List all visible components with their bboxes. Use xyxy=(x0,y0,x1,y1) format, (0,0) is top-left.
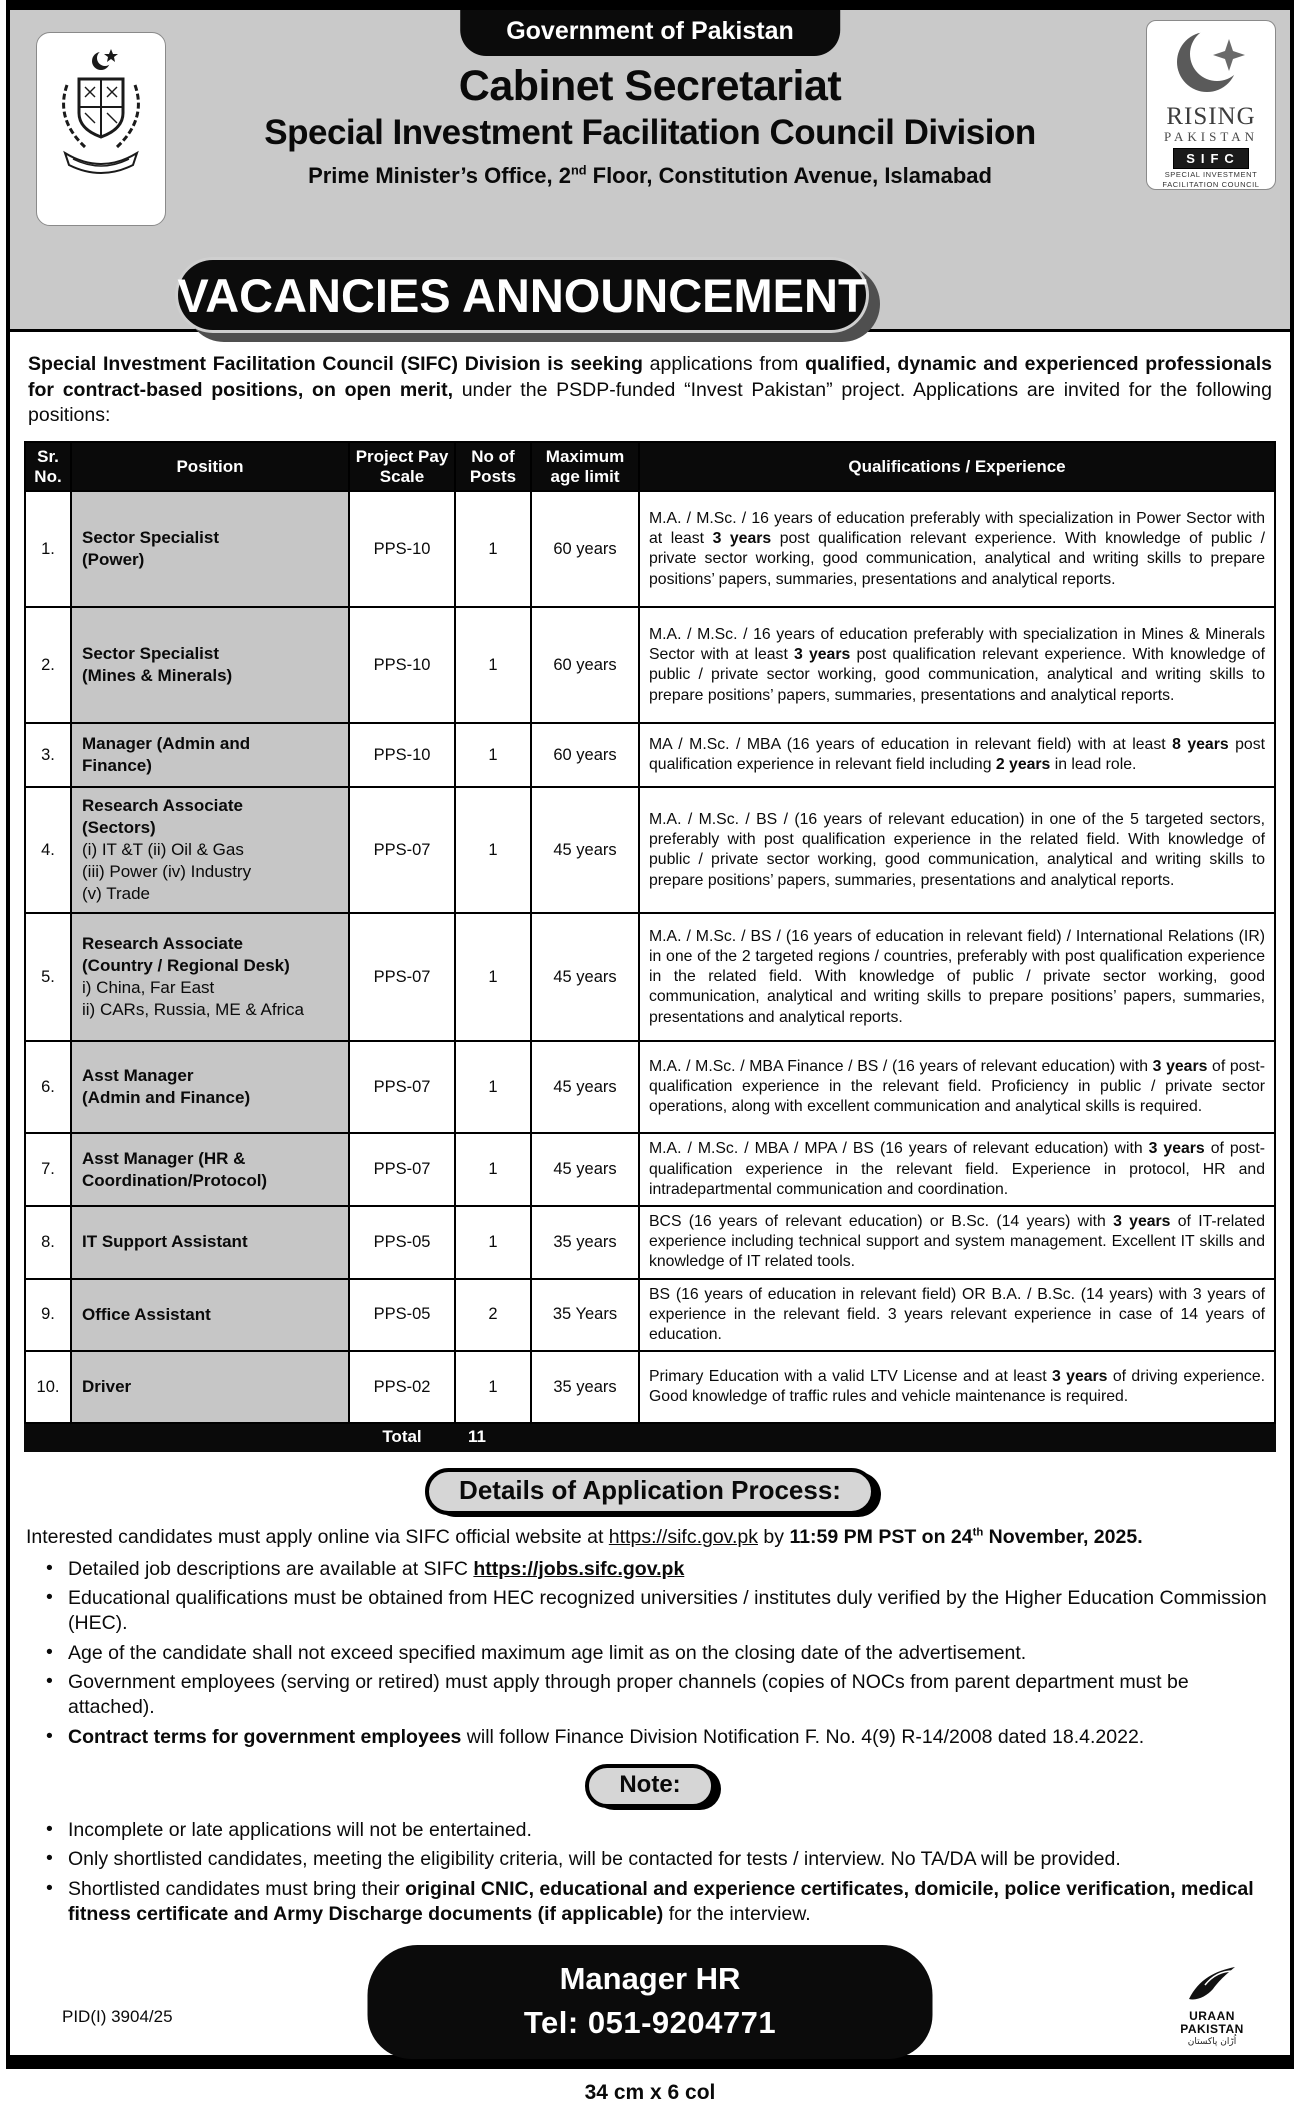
cell-qual: M.A. / M.Sc. / 16 years of education preferably with specialization in Mines & Minerals Sector with at least 3 years post qualification relevant experience. With knowledge of public / private sector working, good communication, analytical and writing skills to prepare positions’ papers, summaries, presentations and analytical reports. xyxy=(639,607,1275,723)
bullet-item: • Age of the candidate shall not exceed specified maximum age limit as on the closing date of the advertisement. xyxy=(68,1641,1276,1666)
cell-pos: Office Assistant xyxy=(71,1279,349,1352)
cell-age: 45 years xyxy=(531,787,639,913)
manager-hr-label: Manager HR xyxy=(559,1961,741,1997)
table-row xyxy=(25,1133,1275,1206)
cell-pos: Manager (Admin and Finance) xyxy=(71,723,349,787)
cell-qual: Primary Education with a valid LTV License and at least 3 years of driving experience. Good knowledge of traffic rules and vehicle maintenance is required. xyxy=(639,1351,1275,1423)
cell-qual: BS (16 years of education in relevant field) OR B.A. / B.Sc. (14 years) with 3 years of experience in the relevant field. 3 years relevant experience in case of 14 years of education. xyxy=(639,1279,1275,1352)
column-header: Sr. No. xyxy=(25,442,71,491)
cell-pos: Research Associate (Country / Regional Desk) i) China, Far East ii) CARs, Russia, ME & Africa xyxy=(71,913,349,1041)
cell-age: 60 years xyxy=(531,607,639,723)
cell-posts: 1 xyxy=(455,787,531,913)
table-row xyxy=(25,1279,1275,1352)
uraan-pakistan-text: PAKISTAN xyxy=(1180,2022,1244,2037)
ad-body xyxy=(10,332,1290,2055)
cell-sr: 2. xyxy=(25,607,71,723)
size-note: 34 cm x 6 col xyxy=(584,2081,716,2105)
cell-posts: 1 xyxy=(455,1351,531,1423)
cell-pay: PPS-07 xyxy=(349,913,455,1041)
uraan-text: URAAN xyxy=(1189,2009,1235,2024)
column-header: No of Posts xyxy=(455,442,531,491)
cell-age: 45 years xyxy=(531,1041,639,1133)
table-row xyxy=(25,787,1275,913)
cell-qual: M.A. / M.Sc. / BS / (16 years of education in relevant field) / International Relations (IR) in one of the 2 targeted regions / countries, preferably with post qualification experience in the related field. With knowledge of public / private sector working, good communication, analytical and writing skills to prepare positions’ papers, summaries, presentations and analytical reports. xyxy=(639,913,1275,1041)
pakistan-state-emblem-icon xyxy=(49,45,153,213)
bullet-item: • Educational qualifications must be obtained from HEC recognized universities / institutes duly verified by the Higher Education Commission (HEC). xyxy=(68,1586,1276,1637)
cell-sr: 10. xyxy=(25,1351,71,1423)
uraan-pakistan-logo xyxy=(1166,1965,1258,2047)
note-pill: Note: xyxy=(585,1764,714,1808)
table-row xyxy=(25,607,1275,723)
cell-qual: M.A. / M.Sc. / MBA / MPA / BS (16 years of relevant education) with 3 years of post-qualification experience in the relevant field. Experience in protocol, HR and intradepartmental communication and coordination. xyxy=(639,1133,1275,1206)
total-row xyxy=(25,1423,1275,1451)
cell-pay: PPS-05 xyxy=(349,1206,455,1279)
table-row xyxy=(25,723,1275,787)
cell-age: 45 years xyxy=(531,913,639,1041)
cell-sr: 8. xyxy=(25,1206,71,1279)
cell-pos: Sector Specialist (Mines & Minerals) xyxy=(71,607,349,723)
pakistan-text: PAKISTAN xyxy=(1163,129,1259,144)
cell-pay: PPS-07 xyxy=(349,787,455,913)
cell-posts: 1 xyxy=(455,1206,531,1279)
cell-posts: 1 xyxy=(455,913,531,1041)
total-label: Total xyxy=(349,1423,455,1451)
cell-sr: 7. xyxy=(25,1133,71,1206)
uraan-bird-icon xyxy=(1185,1965,1239,2005)
bullet-item: • Detailed job descriptions are available at SIFC https://jobs.sifc.gov.pk xyxy=(68,1557,1276,1582)
cell-pos: Asst Manager (HR & Coordination/Protocol) xyxy=(71,1133,349,1206)
address-line: Prime Minister’s Office, 2nd Floor, Constitution Avenue, Islamabad xyxy=(308,162,992,188)
cell-posts: 1 xyxy=(455,491,531,607)
cell-posts: 2 xyxy=(455,1279,531,1352)
table-header xyxy=(25,442,1275,491)
sifc-subtitle-1: SPECIAL INVESTMENT xyxy=(1164,169,1258,179)
cell-qual: M.A. / M.Sc. / BS / (16 years of relevant education) in one of the 5 targeted sectors, preferably with post qualification experience in the related field. With knowledge of public / private sector working, good communication, analytical and writing skills to prepare positions’ papers, summaries, presentations and analytical reports. xyxy=(639,787,1275,913)
cell-sr: 9. xyxy=(25,1279,71,1352)
details-pill: Details of Application Process: xyxy=(425,1468,875,1515)
sifc-badge: SIFC xyxy=(1173,148,1249,169)
cell-posts: 1 xyxy=(455,1133,531,1206)
cell-sr: 6. xyxy=(25,1041,71,1133)
cell-pos: IT Support Assistant xyxy=(71,1206,349,1279)
table-row xyxy=(25,1041,1275,1133)
cell-posts: 1 xyxy=(455,607,531,723)
table-row xyxy=(25,491,1275,607)
bullet-item: • Only shortlisted candidates, meeting the eligibility criteria, will be contacted for tests / interview. No TA/DA will be provided. xyxy=(68,1847,1276,1872)
column-header: Position xyxy=(71,442,349,491)
cell-sr: 3. xyxy=(25,723,71,787)
cell-sr: 4. xyxy=(25,787,71,913)
cell-pos: Driver xyxy=(71,1351,349,1423)
cell-sr: 5. xyxy=(25,913,71,1041)
total-blank-cell xyxy=(531,1423,1275,1451)
url-link[interactable]: https://jobs.sifc.gov.pk xyxy=(473,1557,685,1580)
vacancies-table xyxy=(24,441,1276,1452)
bullet-item: • Shortlisted candidates must bring their original CNIC, educational and experience certificates, domicile, police verification, medical fitness certificate and Army Discharge documents (if applicable) for the interview. xyxy=(68,1877,1276,1928)
column-header: Project Pay Scale xyxy=(349,442,455,491)
cell-pos: Asst Manager (Admin and Finance) xyxy=(71,1041,349,1133)
cell-age: 35 Years xyxy=(531,1279,639,1352)
intro-paragraph: Special Investment Facilitation Council (SIFC) Division is seeking applications from qualified, dynamic and experienced professionals for contract-based positions, on open merit, under the PSDP-funded “Invest Pakistan” project. Applications are invited for the following positions: xyxy=(28,353,1273,427)
cell-age: 60 years xyxy=(531,491,639,607)
pid-number: PID(I) 3904/25 xyxy=(62,2007,173,2027)
bullet-item: • Contract terms for government employees will follow Finance Division Notification F. No. 4(9) R-14/2008 dated 18.4.2022. xyxy=(68,1725,1276,1750)
cell-pay: PPS-10 xyxy=(349,607,455,723)
cell-posts: 1 xyxy=(455,723,531,787)
details-bullets xyxy=(24,1557,1276,1750)
cell-pos: Sector Specialist (Power) xyxy=(71,491,349,607)
ad-footer xyxy=(24,1935,1276,2055)
header-row xyxy=(25,442,1275,491)
cell-age: 35 years xyxy=(531,1206,639,1279)
cell-pay: PPS-07 xyxy=(349,1133,455,1206)
advertisement-frame xyxy=(6,0,1294,2069)
bullet-item: • Incomplete or late applications will not be entertained. xyxy=(68,1818,1276,1843)
bullet-item: • Government employees (serving or retired) must apply through proper channels (copies of NOCs from parent department must be attached). xyxy=(68,1670,1276,1721)
cell-age: 35 years xyxy=(531,1351,639,1423)
rising-text: RISING xyxy=(1166,103,1256,130)
manager-hr-box xyxy=(368,1945,933,2059)
cell-pos: Research Associate (Sectors) (i) IT &T (ii) Oil & Gas (iii) Power (iv) Industry (v) Trade xyxy=(71,787,349,913)
cell-qual: M.A. / M.Sc. / 16 years of education preferably with specialization in Power Sector with at least 3 years post qualification relevant experience. With knowledge of public / private sector working, good communication, analytical and writing skills to prepare positions’ papers, summaries, presentations and analytical reports. xyxy=(639,491,1275,607)
column-header: Maximum age limit xyxy=(531,442,639,491)
cell-age: 60 years xyxy=(531,723,639,787)
title-cabinet-secretariat: Cabinet Secretariat xyxy=(458,62,842,110)
pakistan-emblem-box xyxy=(36,32,166,226)
uraan-urdu-text: اُڑان پاکستان xyxy=(1187,2037,1237,2048)
phone-number: Tel: 051-9204771 xyxy=(523,2005,777,2041)
total-blank-cell xyxy=(25,1423,349,1451)
cell-age: 45 years xyxy=(531,1133,639,1206)
title-division: Special Investment Facilitation Council Division xyxy=(264,113,1036,152)
apply-instruction: Interested candidates must apply online via SIFC official website at https://sifc.gov.pk by 11:59 PM PST on 24th November, 2025. xyxy=(26,1526,1143,1549)
note-bullets xyxy=(24,1818,1276,1927)
cell-sr: 1. xyxy=(25,491,71,607)
table-row xyxy=(25,1351,1275,1423)
vacancies-banner: VACANCIES ANNOUNCEMENT xyxy=(178,260,866,330)
url-link[interactable]: https://sifc.gov.pk xyxy=(608,1526,758,1549)
cell-posts: 1 xyxy=(455,1041,531,1133)
sifc-logo-box xyxy=(1146,20,1276,190)
table-body xyxy=(25,491,1275,1451)
government-banner: Government of Pakistan xyxy=(460,10,840,56)
sifc-subtitle-2: FACILITATION COUNCIL xyxy=(1162,179,1260,189)
crescent-star-icon xyxy=(1167,25,1255,99)
cell-pay: PPS-02 xyxy=(349,1351,455,1423)
cell-qual: MA / M.Sc. / MBA (16 years of education in relevant field) with at least 8 years post qualification experience in relevant field including 2 years in lead role. xyxy=(639,723,1275,787)
cell-pay: PPS-07 xyxy=(349,1041,455,1133)
cell-qual: M.A. / M.Sc. / MBA Finance / BS / (16 years of relevant education) with 3 years of post-qualification experience in the relevant field. Proficiency in public / private sector operations, along with excellent communication and analytical skills is required. xyxy=(639,1041,1275,1133)
cell-pay: PPS-10 xyxy=(349,723,455,787)
cell-qual: BCS (16 years of relevant education) or B.Sc. (14 years) with 3 years of IT-related experience including technical support and system management. Excellent IT skills and knowledge of IT related tools. xyxy=(639,1206,1275,1279)
table-row xyxy=(25,1206,1275,1279)
table-row xyxy=(25,913,1275,1041)
cell-pay: PPS-10 xyxy=(349,491,455,607)
total-val: 11 xyxy=(455,1423,531,1451)
column-header: Qualifications / Experience xyxy=(639,442,1275,491)
cell-pay: PPS-05 xyxy=(349,1279,455,1352)
